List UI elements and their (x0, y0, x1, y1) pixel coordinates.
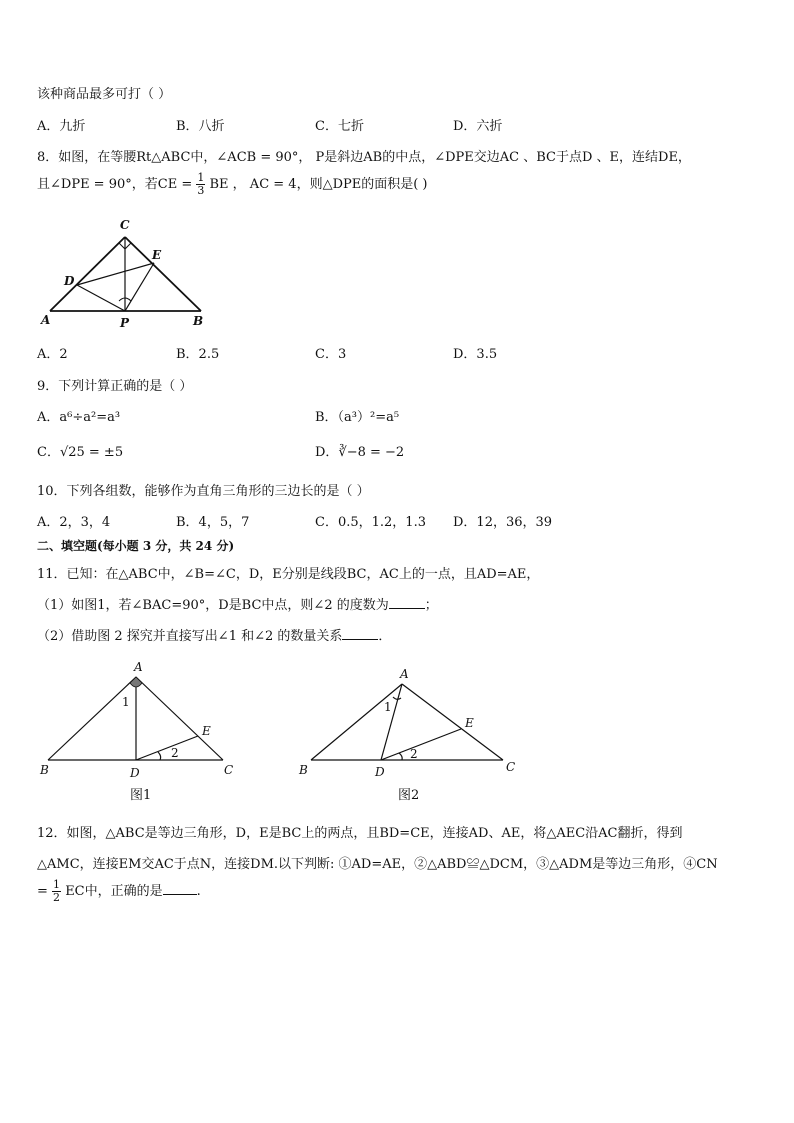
q8-label-b: B (193, 314, 204, 328)
fig1-label-d: D (130, 766, 140, 780)
q12-line3 (37, 879, 201, 904)
q9-option-c: C．√25 = ±5 (37, 445, 124, 460)
fig1-angle1-label: 1 (122, 695, 130, 709)
q11-part2-blank[interactable] (342, 626, 378, 640)
fig2-angle1-arc (393, 697, 401, 699)
q8-line1: 8．如图，在等腰Rt△ABC中，∠ACB = 90°， P是斜边AB的中点，∠DPE交边AC 、BC于点D 、E，连结DE， (37, 150, 691, 165)
q12-frac-den: 2 (53, 891, 61, 904)
q8-figure (38, 215, 213, 335)
fig1-side-ac (136, 677, 223, 760)
q12-line1: 12．如图，△ABC是等边三角形，D，E是BC上的两点，且BD=CE，连接AD、AE，将△AEC沿AC翻折，得到 (37, 826, 683, 841)
q8-option-a: A．2 (37, 347, 68, 362)
q9-stem: 9．下列计算正确的是（ ） (37, 379, 193, 394)
q9-option-a: A．a⁶÷a²=a³ (37, 410, 121, 425)
q11-stem: 11．已知：在△ABC中，∠B=∠C，D，E分别是线段BC，AC上的一点，且AD=AE， (37, 567, 540, 582)
fig1-angle2-arc (158, 752, 161, 760)
q10-option-c: C．0.5，1.2，1.3 (315, 515, 426, 530)
fig2-angle2-label: 2 (410, 747, 418, 761)
q11-part1 (37, 594, 438, 613)
q8-frac-den: 3 (197, 184, 205, 197)
q8-line2 (37, 172, 428, 197)
q11-part2-text: （2）借助图 2 探究并直接写出∠1 和∠2 的数量关系 (37, 629, 343, 644)
fig2-label-c: C (506, 760, 516, 774)
q8-option-d: D．3.5 (453, 347, 498, 362)
q10-option-d: D．12，36，39 (453, 515, 553, 530)
q11-part2 (37, 625, 391, 644)
q7-stem-end: 该种商品最多可打（ ） (37, 87, 172, 102)
fig2-side-ab (311, 684, 402, 760)
fig2-label-a: A (400, 667, 409, 681)
fig1-label-a: A (134, 660, 143, 674)
q8-label-d: D (64, 274, 75, 288)
q10-option-a: A．2，3，4 (37, 515, 111, 530)
q9-option-d: D．∛−8 = −2 (315, 445, 405, 460)
q8-label-p: P (120, 316, 130, 330)
fig2-angle1-label: 1 (384, 700, 392, 714)
fig1-side-ab (48, 677, 136, 760)
q8-side-bc (125, 237, 201, 311)
q11-figure2 (295, 657, 525, 805)
q11-figure1 (38, 657, 243, 805)
q7-option-d: D．六折 (453, 119, 503, 134)
q8-fraction (196, 172, 205, 197)
q7-option-a: A．九折 (37, 119, 86, 134)
q12-line3-post: EC中，正确的是 (65, 884, 163, 899)
fig1-caption: 图1 (130, 788, 152, 803)
q8-option-c: C．3 (315, 347, 347, 362)
fig1-segment-de (136, 736, 198, 760)
q12-line3-end: . (196, 884, 201, 899)
q12-frac-num: 1 (53, 878, 61, 891)
fig1-label-b: B (40, 763, 49, 777)
fig2-segment-ad (381, 684, 402, 760)
q8-option-b: B．2.5 (176, 347, 220, 362)
q12-fraction (52, 879, 61, 904)
q8-line2-a: 且∠DPE = 90°，若CE = (37, 177, 193, 192)
q7-option-c: C．七折 (315, 119, 364, 134)
section2-heading: 二、填空题(每小题 3 分，共 24 分) (37, 539, 235, 553)
fig2-label-e: E (465, 716, 474, 730)
q8-frac-num: 1 (197, 171, 205, 184)
q8-label-a: A (41, 313, 51, 327)
fig1-label-e: E (202, 724, 211, 738)
q11-part1-text: （1）如图1，若∠BAC=90°，D是BC中点，则∠2 的度数为 (37, 598, 389, 613)
q11-part2-end: ． (378, 629, 392, 644)
q8-label-e: E (152, 248, 162, 262)
fig1-label-c: C (224, 763, 234, 777)
fig2-segment-de (381, 729, 461, 760)
q10-option-b: B．4，5，7 (176, 515, 250, 530)
q8-segment-dp (77, 285, 125, 311)
fig2-label-b: B (299, 763, 308, 777)
q12-answer-blank[interactable] (163, 881, 197, 895)
q12-line2: △AMC，连接EM交AC于点N，连接DM.以下判断: ①AD=AE，②△ABD≌△DCM，③△ADM是等边三角形，④CN (37, 857, 718, 872)
fig2-angle2-arc (399, 753, 402, 760)
fig1-angle2-label: 2 (171, 746, 179, 760)
q12-line3-pre: = (37, 884, 48, 899)
q8-line2-b: BE ， AC = 4，则△DPE的面积是( ) (209, 177, 428, 192)
q9-option-b: B．（a³）²=a⁵ (315, 410, 400, 425)
q10-stem: 10．下列各组数，能够作为直角三角形的三边长的是（ ） (37, 484, 370, 499)
q11-part1-blank[interactable] (389, 595, 425, 609)
q7-option-b: B．八折 (176, 119, 225, 134)
q8-label-c: C (120, 218, 130, 232)
fig2-label-d: D (375, 765, 385, 779)
fig1-angle-a-mark (130, 677, 142, 687)
q11-part1-end: ； (424, 598, 438, 613)
fig2-caption: 图2 (398, 788, 420, 803)
